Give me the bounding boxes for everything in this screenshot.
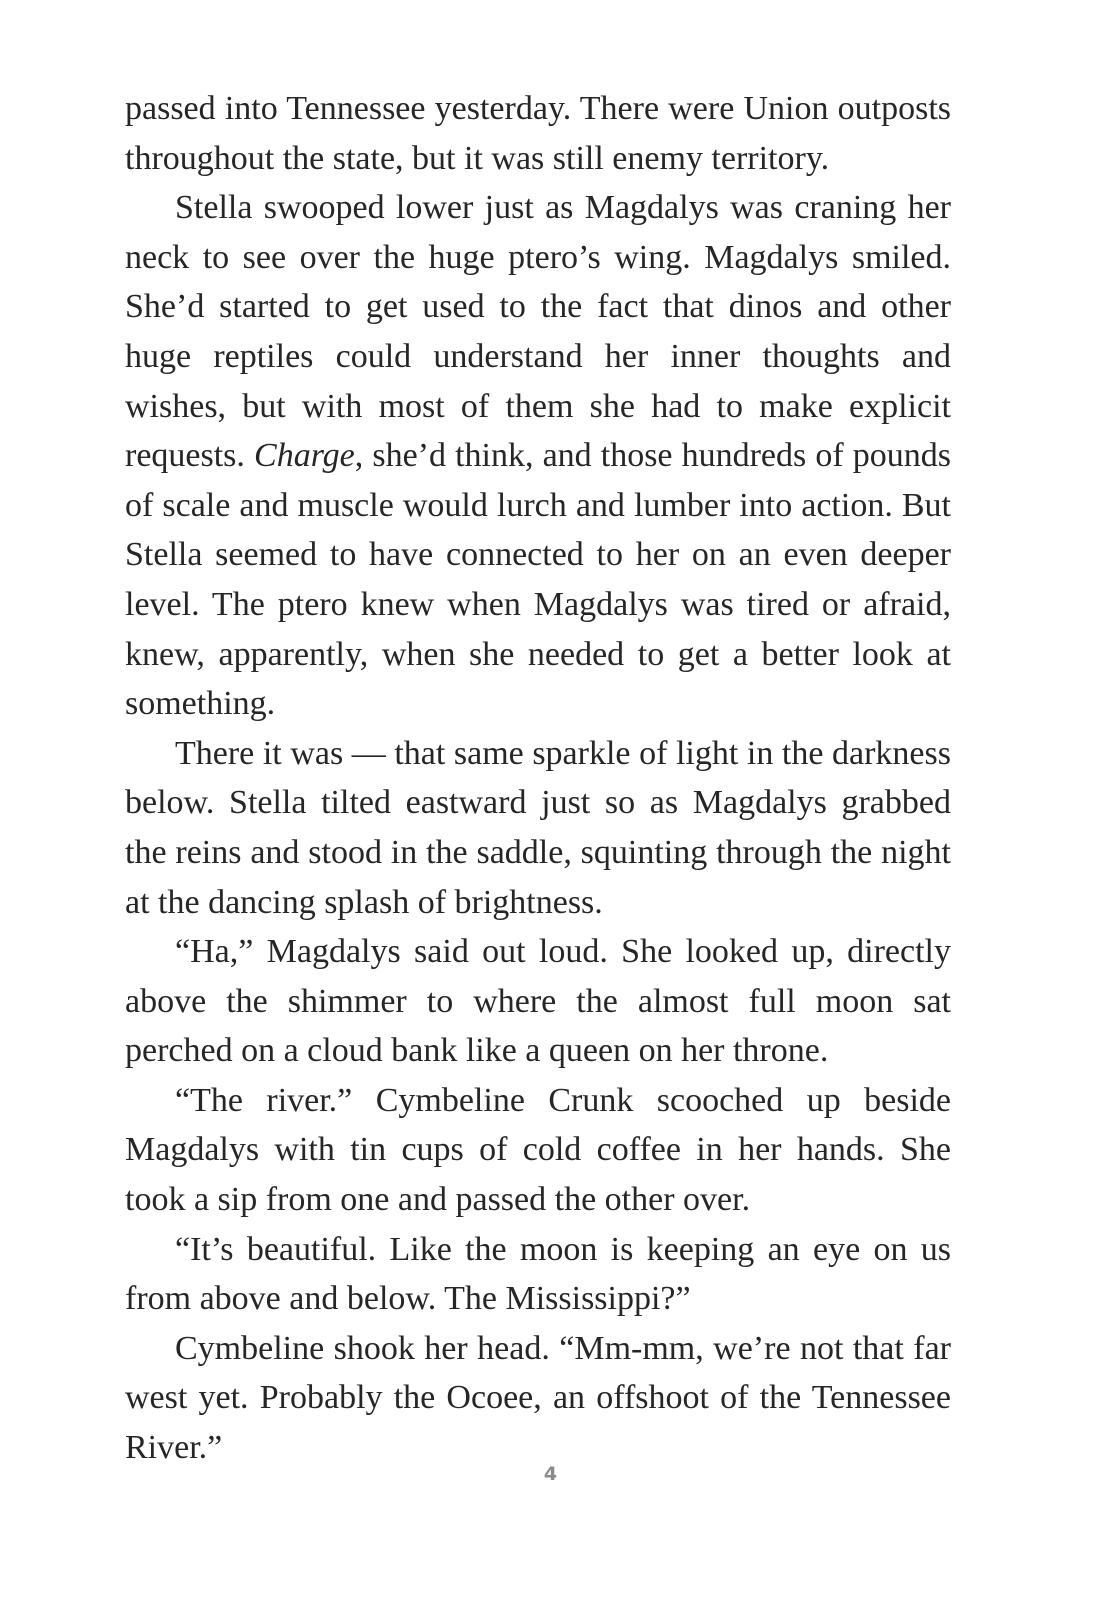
page-number: 4: [543, 1463, 558, 1485]
paragraph-4: “Ha,” Magdalys said out loud. She looked up, directly above the shimmer to where the almost full moon sat perched on a cloud bank like a queen on her throne.: [125, 933, 951, 1070]
paragraph-5: “The river.” Cymbeline Crunk scooched up beside Magdalys with tin cups of cold coffee in her hands. She took a sip from one and passed the other over.: [125, 1081, 951, 1219]
paragraph-2: [125, 183, 951, 729]
paragraph-1: passed into Tennessee yesterday. There were Union outposts throughout the state, but it was still enemy territory.: [125, 90, 951, 177]
paragraph-7: Cymbeline shook her head. “Mm-mm, we’re not that far west yet. Probably the Ocoee, an offshoot of the Tennessee River.”: [125, 1329, 951, 1467]
emphasis-charge: Charge: [254, 437, 355, 475]
paragraph-2-text-after: , she’d think, and those hundreds of pounds of scale and muscle would lurch and lumber into action. But Stella seemed to have connected to her on an even deeper level. The ptero knew when Magdalys was tired or afraid, knew, apparently, when she needed to get a better look at something.: [125, 437, 951, 723]
page-body: [125, 84, 951, 1473]
paragraph-3: There it was — that same sparkle of light in the darkness below. Stella tilted eastward just so as Magdalys grabbed the reins and stood in the saddle, squinting through the night at the dancing splash of brightness.: [125, 734, 951, 921]
paragraph-2-text-before: Stella swooped lower just as Magdalys was craning her neck to see over the huge ptero’s wing. Magdalys smiled. She’d started to get used to the fact that dinos and other huge reptiles could understand her inner thoughts and wishes, but with most of them she had to make explicit requests.: [125, 189, 951, 475]
paragraph-6: “It’s beautiful. Like the moon is keeping an eye on us from above and below. The Mississippi?”: [125, 1230, 951, 1318]
